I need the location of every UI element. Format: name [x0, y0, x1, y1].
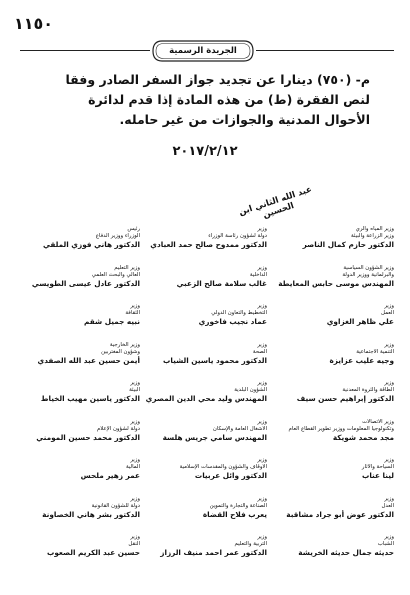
minister-title: وزير	[130, 380, 140, 386]
ministers-grid	[16, 226, 394, 576]
minister-title: العالي والبحث العلمي	[91, 271, 140, 278]
minister-entry	[16, 457, 140, 481]
minister-title: وزير التعليم	[114, 264, 140, 271]
minister-name: يعرب فلاح القضاة	[202, 509, 267, 519]
minister-title: وزير	[130, 534, 140, 540]
minister-title: وزير	[130, 303, 140, 309]
minister-name: غالب سلامة صالح الزعبي	[176, 278, 267, 288]
minister-title: دولة للشؤون القانونية	[91, 502, 140, 509]
minister-entry	[143, 457, 267, 481]
minister-title: الشؤون البلدية	[234, 387, 267, 393]
minister-name: علي ظاهر الغزاوي	[326, 317, 394, 326]
minister-name: نبيه جميل شقم	[84, 317, 140, 326]
minister-name: حديثه جمال حديثه الخريشة	[298, 548, 394, 557]
minister-title: وزير	[130, 457, 140, 463]
royal-signature: عبد الله الثاني ابن الحسين	[237, 184, 314, 221]
minister-entry	[270, 496, 394, 520]
page-number: ١١٥٠	[14, 14, 54, 33]
minister-title: وشؤون المغتربين	[101, 348, 140, 355]
minister-title: وزير	[257, 226, 267, 232]
minister-name: الدكتور بشر هاني الخصاونة	[42, 509, 140, 519]
minister-name: الدكتور عوض أبو جراد مشاقبة	[286, 509, 394, 519]
minister-name: وجيه عليب عزايزة	[329, 355, 394, 365]
minister-title: المالية	[125, 464, 140, 470]
minister-title: وزير	[257, 418, 267, 425]
minister-title: وزير	[130, 495, 140, 502]
minister-title: وزير	[130, 418, 140, 425]
minister-title: النقل	[128, 541, 140, 547]
minister-title: الطاقة والثروة المعدنية	[342, 387, 394, 393]
minister-entry	[143, 534, 267, 558]
minister-entry	[143, 342, 267, 366]
minister-title: دولة لشؤون رئاسة الوزراء	[208, 233, 267, 239]
minister-name: الدكتور حازم كمال الناصر	[302, 240, 394, 249]
minister-entry	[16, 342, 140, 366]
minister-title: التربية والتعليم	[234, 541, 267, 547]
minister-name: الدكتور عمر احمد منيف الرزاز	[160, 548, 267, 557]
minister-title: وزير	[384, 303, 394, 309]
minister-entry	[16, 380, 140, 404]
minister-title: التنمية الاجتماعية	[356, 348, 394, 355]
minister-name: مجد محمد شويكة	[332, 432, 394, 442]
minister-entry	[143, 419, 267, 443]
minister-name: عماد نجيب فاخوري	[198, 317, 267, 326]
minister-name: الدكتور إبراهيم حسن سيف	[296, 394, 394, 403]
minister-name: الدكتور محمود ياسين الشياب	[163, 355, 267, 365]
minister-entry	[16, 419, 140, 443]
minister-name: المهندس سامي جريس هلسة	[162, 432, 267, 442]
minister-title: دولة لشؤون الإعلام	[96, 425, 140, 432]
minister-entry	[143, 226, 267, 250]
minister-entry	[143, 265, 267, 289]
minister-title: وزير	[257, 534, 267, 540]
minister-entry	[16, 534, 140, 558]
minister-entry	[16, 303, 140, 327]
minister-name: المهندس موسى حابس المعايطة	[278, 278, 394, 288]
minister-title: الأشغال العامة والإسكان	[212, 425, 267, 432]
minister-name: أيمن حسين عبد الله الصفدي	[37, 355, 140, 365]
minister-title: البيئة	[129, 387, 140, 393]
minister-title: وزير	[257, 341, 267, 348]
minister-entry	[270, 380, 394, 404]
minister-entry	[16, 226, 140, 250]
minister-name: الدكتور ممدوح صالح حمد العبادي	[150, 240, 267, 249]
gazette-label: الجريدة الرسمية	[169, 46, 237, 56]
minister-name: الدكتور وائل عربيات	[194, 471, 267, 480]
minister-title: وزير	[257, 495, 267, 502]
minister-entry	[143, 303, 267, 327]
minister-name: حسين عبد الكريم الصعوب	[47, 548, 140, 557]
minister-name: الدكتور عادل عيسى الطويسي	[31, 278, 140, 288]
minister-name: الدكتور محمد حسين المومني	[36, 432, 140, 442]
minister-name: الدكتور هاني فوزي الملقي	[43, 240, 140, 249]
date: ٢٠١٧/٢/١٢	[172, 144, 238, 159]
minister-title: وزير	[257, 457, 267, 463]
minister-entry	[143, 496, 267, 520]
minister-title: وزير الزراعة والبيئة	[351, 233, 394, 239]
minister-title: وزير	[257, 303, 267, 309]
minister-title: وزير	[384, 341, 394, 348]
minister-title: الصحة	[252, 348, 267, 355]
minister-name: المهندس وليد محي الدين المصري	[145, 394, 267, 403]
header-rule-right	[256, 50, 394, 51]
minister-title: العمل	[381, 310, 394, 316]
minister-entry	[270, 265, 394, 289]
gazette-label-box	[152, 40, 254, 62]
minister-entry	[16, 265, 140, 289]
minister-name: عمر زهير ملحس	[80, 471, 140, 480]
minister-title: وزير	[257, 380, 267, 386]
minister-title: رئيس	[127, 226, 140, 232]
minister-title: الوزراء ووزير الدفاع	[95, 233, 140, 239]
minister-entry	[143, 380, 267, 404]
minister-title: العدل	[381, 502, 394, 509]
minister-title: وزير	[384, 534, 394, 540]
minister-title: وزير	[384, 457, 394, 463]
minister-entry	[270, 342, 394, 366]
paragraph: م- (٧٥٠) دينارا عن تجديد جواز السفر الصادر وفقا لنص الفقرة (ط) من هذه المادة إذا قدم لدائرة الأحوال المدنية والجوازات من غير حامله.	[65, 72, 370, 127]
header-rule-left	[20, 50, 150, 51]
minister-title: الصناعة والتجارة والتموين	[209, 502, 267, 509]
minister-title: الشباب	[377, 541, 394, 547]
minister-entry	[270, 419, 394, 443]
minister-title: التخطيط والتعاون الدولي	[211, 310, 267, 316]
minister-name: الدكتور ياسين مهيب الخياط	[40, 394, 140, 403]
minister-title: وزير الاتصالات	[362, 418, 394, 425]
minister-title: والبرلمانية ووزير الدولة	[342, 271, 394, 278]
minister-title: الداخلية	[249, 271, 267, 278]
minister-title: وزير الخارجية	[109, 341, 140, 348]
minister-title: وزير	[257, 264, 267, 271]
minister-entry	[16, 496, 140, 520]
minister-entry	[270, 534, 394, 558]
minister-title: وزير المياه والري	[355, 226, 394, 232]
minister-title: الأوقاف والشؤون والمقدسات الإسلامية	[179, 464, 267, 470]
minister-title: الثقافة	[125, 310, 140, 316]
minister-name: لينا عناب	[361, 471, 394, 480]
minister-title: السياحة والآثار	[361, 464, 394, 470]
minister-entry	[270, 226, 394, 250]
minister-title: وتكنولوجيا المعلومات ووزير تطوير القطاع العام	[288, 425, 394, 432]
minister-entry	[270, 457, 394, 481]
minister-title: وزير الشؤون السياسية	[343, 264, 394, 271]
minister-title: وزير	[384, 495, 394, 502]
minister-entry	[270, 303, 394, 327]
royal-signature-area	[222, 184, 332, 221]
minister-title: وزير	[384, 380, 394, 386]
